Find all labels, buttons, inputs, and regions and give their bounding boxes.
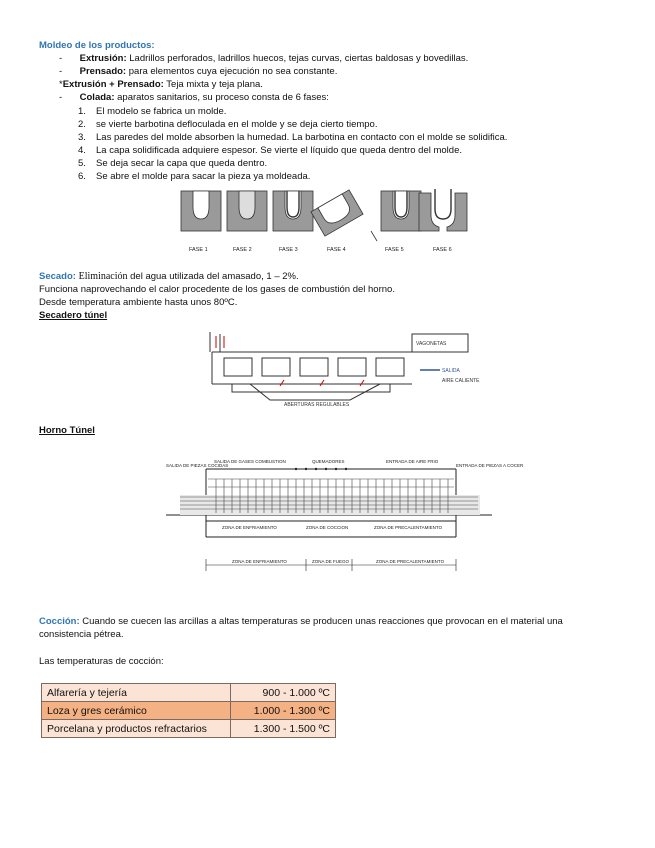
colada-step (78, 106, 226, 118)
horno-label-side-right: ENTRADA DE PIEZAS A COCER (456, 463, 524, 468)
moldeo-item-prensado (59, 66, 337, 78)
colada-step (78, 119, 377, 131)
secadero-tunel-diagram (180, 322, 480, 408)
bullet: - (59, 53, 63, 64)
coccion-paragraph (39, 615, 579, 641)
diagram-label-exit: SALIDA (442, 368, 460, 374)
step-text: El modelo se fabrica un molde. (96, 106, 227, 117)
moldeo-title: Moldeo de los productos: (39, 40, 155, 51)
bullet: - (59, 66, 63, 77)
temps-label: Las temperaturas de cocción: (39, 656, 164, 667)
item-label: Colada: (79, 92, 115, 103)
phase-label: FASE 2 (233, 247, 252, 253)
colada-step (78, 145, 462, 157)
horno-dim1: ZONA DE ENFRIAMIENTO (232, 559, 287, 564)
item-text: Teja mixta y teja plana. (166, 79, 263, 90)
moldeo-item-extrusion-prensado (59, 79, 263, 91)
colada-step (78, 158, 267, 170)
diagram-label-hot-air: AIRE CALIENTE (442, 378, 480, 384)
item-text: aparatos sanitarios, su proceso consta de 6 fases: (117, 92, 329, 103)
item-text: para elementos cuya ejecución no sea constante. (128, 66, 338, 77)
table-cell-name: Alfarería y tejería (42, 684, 231, 702)
step-number: 6. (78, 171, 86, 182)
step-text: se vierte barbotina defloculada en el molde y se deja cierto tiempo. (96, 119, 378, 130)
table-cell-value: 900 - 1.000 ºC (231, 684, 336, 702)
horno-dim3: ZONA DE PRECALENTAMIENTO (376, 559, 445, 564)
item-text: Ladrillos perforados, ladrillos huecos, tejas curvas, ciertas baldosas y bovedillas. (129, 53, 469, 64)
moldeo-item-colada (59, 92, 329, 104)
table-row (42, 720, 336, 738)
step-number: 4. (78, 145, 86, 156)
step-text: Se deja secar la capa que queda dentro. (96, 158, 268, 169)
horno-label-zone2: ZONA DE COCCION (306, 525, 349, 530)
horno-title: Horno Túnel (39, 425, 95, 436)
coccion-label: Cocción: (39, 616, 80, 627)
item-label: Prensado: (79, 66, 127, 77)
secado-line2: Funciona naprovechando el calor procedente de los gases de combustión del horno. (39, 284, 395, 295)
item-label: Extrusión + Prensado: (62, 79, 164, 90)
step-text: Se abre el molde para sacar la pieza ya moldeada. (96, 171, 311, 182)
phase-label: FASE 4 (327, 247, 346, 253)
table-row (42, 702, 336, 720)
table-row (42, 684, 336, 702)
horno-label-top-mid: QUEMADORES (312, 459, 345, 464)
table-cell-name: Loza y gres cerámico (42, 702, 231, 720)
colada-step (78, 132, 507, 144)
step-number: 2. (78, 119, 86, 130)
step-number: 1. (78, 106, 86, 117)
horno-label-zone1: ZONA DE ENFRIAMIENTO (222, 525, 277, 530)
secado-label: Secado: (39, 271, 76, 282)
bullet: * (59, 79, 63, 90)
colada-step (78, 171, 310, 183)
secadero-subtitle: Secadero túnel (39, 310, 108, 321)
diagram-label-bottom: ABERTURAS REGULABLES (284, 402, 350, 408)
horno-label-zone3: ZONA DE PRECALENTAMIENTO (374, 525, 443, 530)
secado-lead: Eliminación (78, 271, 128, 282)
secado-line (39, 271, 299, 283)
phase-label: FASE 5 (385, 247, 404, 253)
horno-dim2: ZONA DE FUEGO (312, 559, 350, 564)
phase-label: FASE 3 (279, 247, 298, 253)
table-cell-value: 1.300 - 1.500 ºC (231, 720, 336, 738)
horno-label-top-left: SALIDA DE GASES COMBUSTION (214, 459, 286, 464)
item-label: Extrusión: (79, 53, 127, 64)
phase-label: FASE 6 (433, 247, 452, 253)
phase-label: FASE 1 (189, 247, 208, 253)
table-cell-value: 1.000 - 1.300 ºC (231, 702, 336, 720)
coccion-temperature-table (41, 683, 336, 738)
diagram-label-exhaust: VAGONETAS (416, 341, 447, 347)
moldeo-item-extrusion (59, 53, 468, 65)
horno-label-top-right: ENTRADA DE AIRE FRIO (386, 459, 439, 464)
table-cell-name: Porcelana y productos refractarios (42, 720, 231, 738)
step-text: La capa solidificada adquiere espesor. Se vierte el líquido que queda dentro del molde. (96, 145, 463, 156)
secado-line3: Desde temperatura ambiente hasta unos 80ºC. (39, 297, 238, 308)
coccion-text: Cuando se cuecen las arcillas a altas temperaturas se producen unas reacciones que provocan en el material una consistencia pétrea. (39, 616, 563, 640)
secado-text: del agua utilizada del amasado, 1 – 2%. (130, 271, 299, 282)
step-number: 3. (78, 132, 86, 143)
bullet: - (59, 92, 63, 103)
horno-label-side-left: SALIDA DE PIEZAS COCIDAS (166, 463, 229, 468)
horno-tunel-diagram (166, 455, 524, 577)
step-text: Las paredes del molde absorben la humedad. La barbotina en contacto con el molde se solidifica. (96, 132, 508, 143)
colada-phases-figure (177, 185, 471, 257)
step-number: 5. (78, 158, 86, 169)
